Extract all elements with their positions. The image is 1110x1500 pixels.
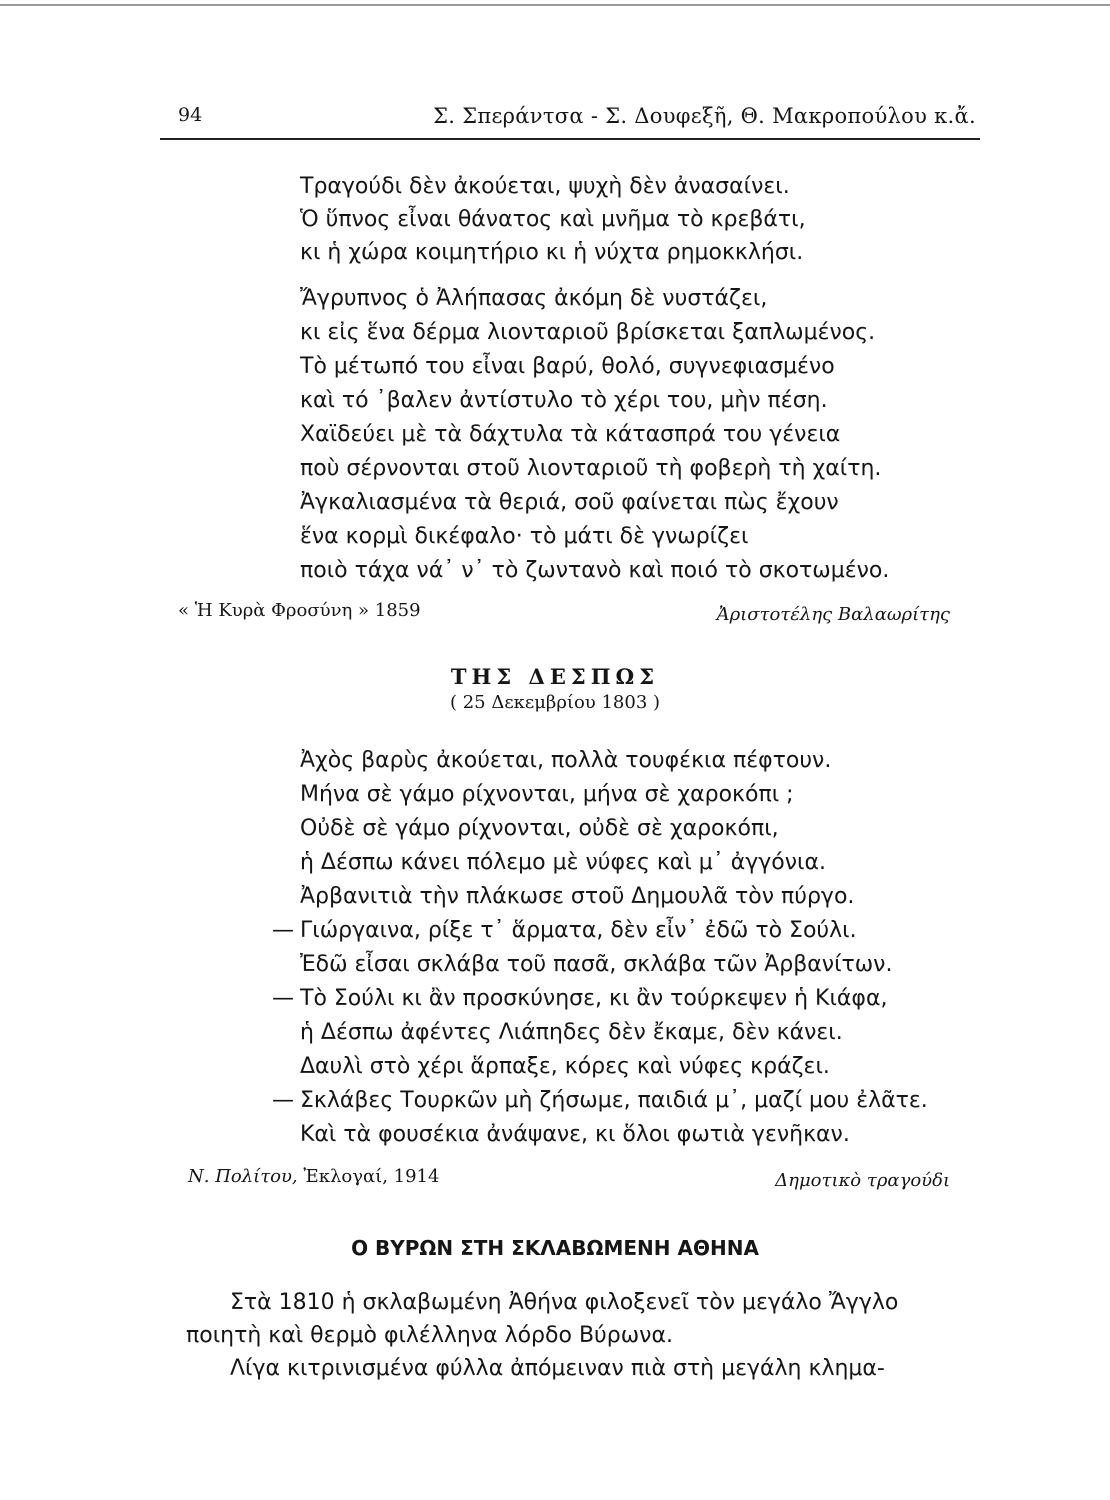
poem1-author: Ἀριστοτέλης Βαλαωρίτης xyxy=(716,604,950,625)
verse-text: ἡ Δέσπω ἀφέντες Λιάπηδες δὲν ἔκαμε, δὲν κάνει. xyxy=(300,1020,843,1045)
verse-line xyxy=(300,1052,830,1082)
verse-text: Ἐδῶ εἶσαι σκλάβα τοῦ πασᾶ, σκλάβα τῶν Ἀρβανίτων. xyxy=(300,952,893,977)
verse-line: Χαϊδεύει μὲ τὰ δάχτυλα τὰ κάτασπρά του γένεια xyxy=(300,422,841,447)
verse-text: Τὸ Σούλι κι ἂν προσκύνησε, κι ἂν τούρκεψεν ἡ Κιάφα, xyxy=(300,986,888,1011)
running-title: Σ. Σπεράντσα - Σ. Δουφεξῆ, Θ. Μακροπούλου κ.ἄ. xyxy=(433,104,976,128)
verse-line: κι ἡ χώρα κοιμητήριο κι ἡ νύχτα ρημοκκλήσι. xyxy=(300,240,804,265)
poem2-subtitle: ( 25 Δεκεμβρίου 1803 ) xyxy=(449,692,661,713)
essay-line: Στὰ 1810 ἡ σκλαβωμένη Ἀθήνα φιλοξενεῖ τὸν μεγάλο Ἄγγλο xyxy=(230,1290,899,1315)
poem2-title: ΤΗΣ ΔΕΣΠΩΣ xyxy=(450,664,660,689)
verse-line: κι εἰς ἕνα δέρμα λιονταριοῦ βρίσκεται ξαπλωμένος. xyxy=(300,320,876,345)
verse-line xyxy=(300,746,831,776)
essay-title: Ο ΒΥΡΩΝ ΣΤΗ ΣΚΛΑΒΩΜΕΝΗ ΑΘΗΝΑ xyxy=(351,1236,759,1260)
verse-line: καὶ τό ᾿βαλεν ἀντίστυλο τὸ χέρι του, μὴν πέση. xyxy=(300,388,828,413)
page-header xyxy=(160,100,980,140)
poem2-genre: Δημοτικὸ τραγούδι xyxy=(775,1170,950,1191)
essay-line: Λίγα κιτρινισμένα φύλλα ἀπόμειναν πιὰ στὴ μεγάλη κλημα- xyxy=(230,1356,885,1381)
verse-text: Ἀρβανιτιὰ τὴν πλάκωσε στοῦ Δημουλᾶ τὸν πύργο. xyxy=(300,884,855,909)
verse-line: Ἄγρυπνος ὁ Ἀλήπασας ἀκόμη δὲ νυστάζει, xyxy=(300,286,768,311)
verse-line xyxy=(300,1018,843,1048)
verse-line xyxy=(272,984,888,1014)
verse-text: Γιώργαινα, ρίξε τ᾿ ἅρματα, δὲν εἶν᾿ ἐδῶ τὸ Σούλι. xyxy=(300,918,857,943)
verse-line xyxy=(300,1120,850,1150)
essay-line: ποιητὴ καὶ θερμὸ φιλέλληνα λόρδο Βύρωνα. xyxy=(186,1323,673,1348)
poem2-source xyxy=(188,1166,439,1187)
poem1-source: « Ἡ Κυρὰ Φροσύνη » 1859 xyxy=(178,600,421,621)
verse-text: Δαυλὶ στὸ χέρι ἅρπαξε, κόρες καὶ νύφες κράζει. xyxy=(300,1054,830,1079)
verse-text: Σκλάβες Τουρκῶν μὴ ζήσωμε, παιδιά μ᾿, μαζί μου ἐλᾶτε. xyxy=(300,1088,928,1113)
dialogue-dash: — xyxy=(272,1088,294,1113)
verse-text: ἡ Δέσπω κάνει πόλεμο μὲ νύφες καὶ μ᾿ ἀγγόνια. xyxy=(300,850,826,875)
page-number: 94 xyxy=(178,104,203,126)
verse-line: Ἀγκαλιασμένα τὰ θεριά, σοῦ φαίνεται πὼς ἔχουν xyxy=(300,490,839,515)
verse-line xyxy=(300,950,892,980)
page-edge-line xyxy=(0,4,1110,6)
verse-text: Οὐδὲ σὲ γάμο ρίχνονται, οὐδὲ σὲ χαροκόπι, xyxy=(300,816,779,841)
verse-line xyxy=(300,882,854,912)
source-title: Ἐκλογαί, 1914 xyxy=(303,1166,440,1187)
verse-text: Μήνα σὲ γάμο ρίχνονται, μήνα σὲ χαροκόπι ; xyxy=(300,782,794,807)
verse-line: Τὸ μέτωπό του εἶναι βαρύ, θολό, συγνεφιασμένο xyxy=(300,354,835,379)
verse-line xyxy=(272,1086,928,1116)
dialogue-dash: — xyxy=(272,918,294,943)
verse-line: ποιὸ τάχα νά᾿ ν᾿ τὸ ζωντανὸ καὶ ποιό τὸ σκοτωμένο. xyxy=(300,558,890,583)
verse-line: Ὁ ὕπνος εἶναι θάνατος καὶ μνῆμα τὸ κρεβάτι, xyxy=(300,207,806,232)
verse-text: Ἀχὸς βαρὺς ἀκούεται, πολλὰ τουφέκια πέφτουν. xyxy=(300,748,832,773)
verse-line xyxy=(300,780,794,810)
verse-text: Καὶ τὰ φουσέκια ἀνάψανε, κι ὅλοι φωτιὰ γενῆκαν. xyxy=(300,1122,850,1147)
verse-line xyxy=(272,916,857,946)
verse-line: Τραγούδι δὲν ἀκούεται, ψυχὴ δὲν ἀνασαίνει. xyxy=(300,174,790,199)
source-author: Ν. Πολίτου, xyxy=(188,1166,298,1187)
dialogue-dash: — xyxy=(272,986,294,1011)
verse-line xyxy=(300,814,779,844)
verse-line: ἕνα κορμὶ δικέφαλο· τὸ μάτι δὲ γνωρίζει xyxy=(300,524,749,549)
verse-line: ποὺ σέρνονται στοῦ λιονταριοῦ τὴ φοβερὴ τὴ χαίτη. xyxy=(300,456,882,481)
verse-line xyxy=(300,848,826,878)
